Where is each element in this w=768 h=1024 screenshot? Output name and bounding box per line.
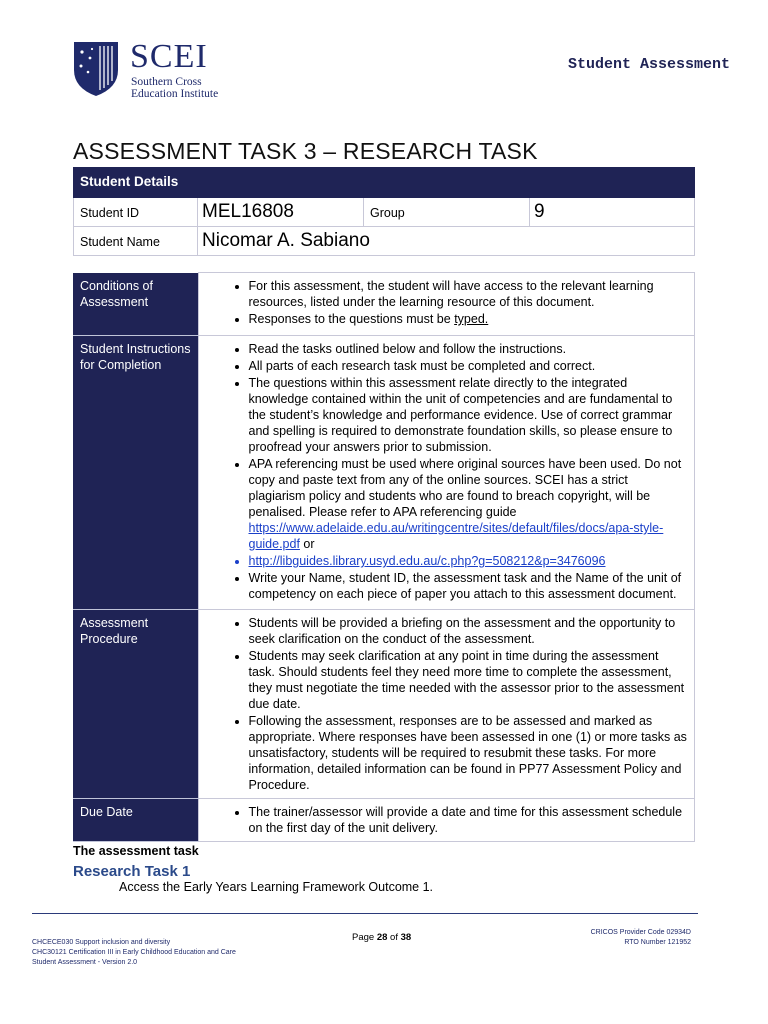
research-task-description: Access the Early Years Learning Framework Outcome 1.: [119, 880, 434, 894]
page-number: Page 28 of 38: [352, 932, 412, 943]
assessment-conditions-table: [73, 272, 695, 842]
list-item: • APA referencing must be used where original sources have been used. Do not copy and paste text from any of the online sources. SCEI has a strict plagiarism policy and students who are found to breach copyright, will be penalised. Please refer to APA referencing guide https://www.adelaide.edu.au/writingcentre/sites/default/files/docs/apa-style-guide.pdf or: [249, 456, 689, 552]
due-date-label: Due Date: [73, 799, 198, 842]
list-item: • Write your Name, student ID, the assessment task and the Name of the unit of competency on each piece of paper you attach to this assessment document.: [249, 570, 689, 602]
due-date-content: [198, 799, 695, 842]
procedure-label: Assessment Procedure: [73, 610, 198, 799]
apa-guide-link[interactable]: https://www.adelaide.edu.au/writingcentre/sites/default/files/docs/apa-style-guide.pdf: [248, 521, 664, 551]
shield-logo-icon: [72, 40, 120, 98]
student-id-value[interactable]: MEL16808: [198, 198, 364, 227]
research-task-title: Research Task 1: [73, 863, 191, 880]
list-item: • Read the tasks outlined below and follow the instructions.: [249, 341, 689, 357]
list-item: • Responses to the questions must be typed.: [249, 311, 689, 327]
instructions-label: Student Instructions for Completion: [73, 336, 198, 610]
scei-logo: [72, 40, 242, 100]
conditions-label: Conditions of Assessment: [73, 273, 198, 336]
footer-unit-info: CHCECE030 Support inclusion and diversity CHC30121 Certification III in Early Childhood Education and Care Student Assessment - Version 2.0: [32, 939, 236, 966]
student-details-table: [73, 167, 695, 256]
logo-subtitle: Southern Cross Education Institute: [131, 76, 219, 100]
page-title: ASSESSMENT TASK 3 – RESEARCH TASK: [73, 138, 538, 164]
student-name-value[interactable]: Nicomar A. Sabiano: [198, 227, 695, 256]
footer-divider: [32, 913, 698, 914]
footer-provider-info: CRICOS Provider Code 02934D RTO Number 121952: [590, 929, 691, 946]
instructions-content: [198, 336, 695, 610]
header-student-assessment: Student Assessment: [567, 56, 730, 73]
list-item: • For this assessment, the student will have access to the relevant learning resources, listed under the learning resource of this document.: [249, 278, 689, 310]
libguides-link[interactable]: http://libguides.library.usyd.edu.au/c.php?g=508212&p=3476096: [248, 554, 606, 568]
conditions-content: [198, 273, 695, 336]
list-item: [249, 553, 689, 569]
student-id-label: Student ID: [74, 198, 198, 227]
student-details-heading: Student Details: [74, 168, 695, 198]
group-value[interactable]: 9: [530, 198, 695, 227]
list-item: • Students may seek clarification at any point in time during the assessment task. Should students feel they need more time to complete the assessment, they must negotiate the time needed with the assessor prior to the assessment due date.: [249, 648, 689, 712]
group-label: Group: [364, 198, 530, 227]
list-item: • All parts of each research task must be completed and correct.: [249, 358, 689, 374]
list-item: • Following the assessment, responses are to be assessed and marked as appropriate. Where responses have been assessed in one (1) or more tasks as unsatisfactory, students will be required to resubmit these tasks. For more information, detailed information can be found in PP77 Assessment Policy and Procedure.: [249, 713, 689, 793]
list-item: • Students will be provided a briefing on the assessment and the opportunity to seek clarification on the conduct of the assessment.: [249, 615, 689, 647]
procedure-content: [198, 610, 695, 799]
student-name-label: Student Name: [74, 227, 198, 256]
logo-wordmark: SCEI: [130, 38, 208, 75]
list-item: • The questions within this assessment relate directly to the integrated knowledge contained within the unit of competencies and are fundamental to the student’s knowledge and performance evidence. Use of correct grammar and spelling is required to demonstrate foundation skills, so please ensure to proofread your answers prior to submission.: [249, 375, 689, 455]
list-item: • The trainer/assessor will provide a date and time for this assessment schedule on the first day of the unit delivery.: [249, 804, 689, 836]
assessment-task-heading: The assessment task: [73, 844, 199, 858]
